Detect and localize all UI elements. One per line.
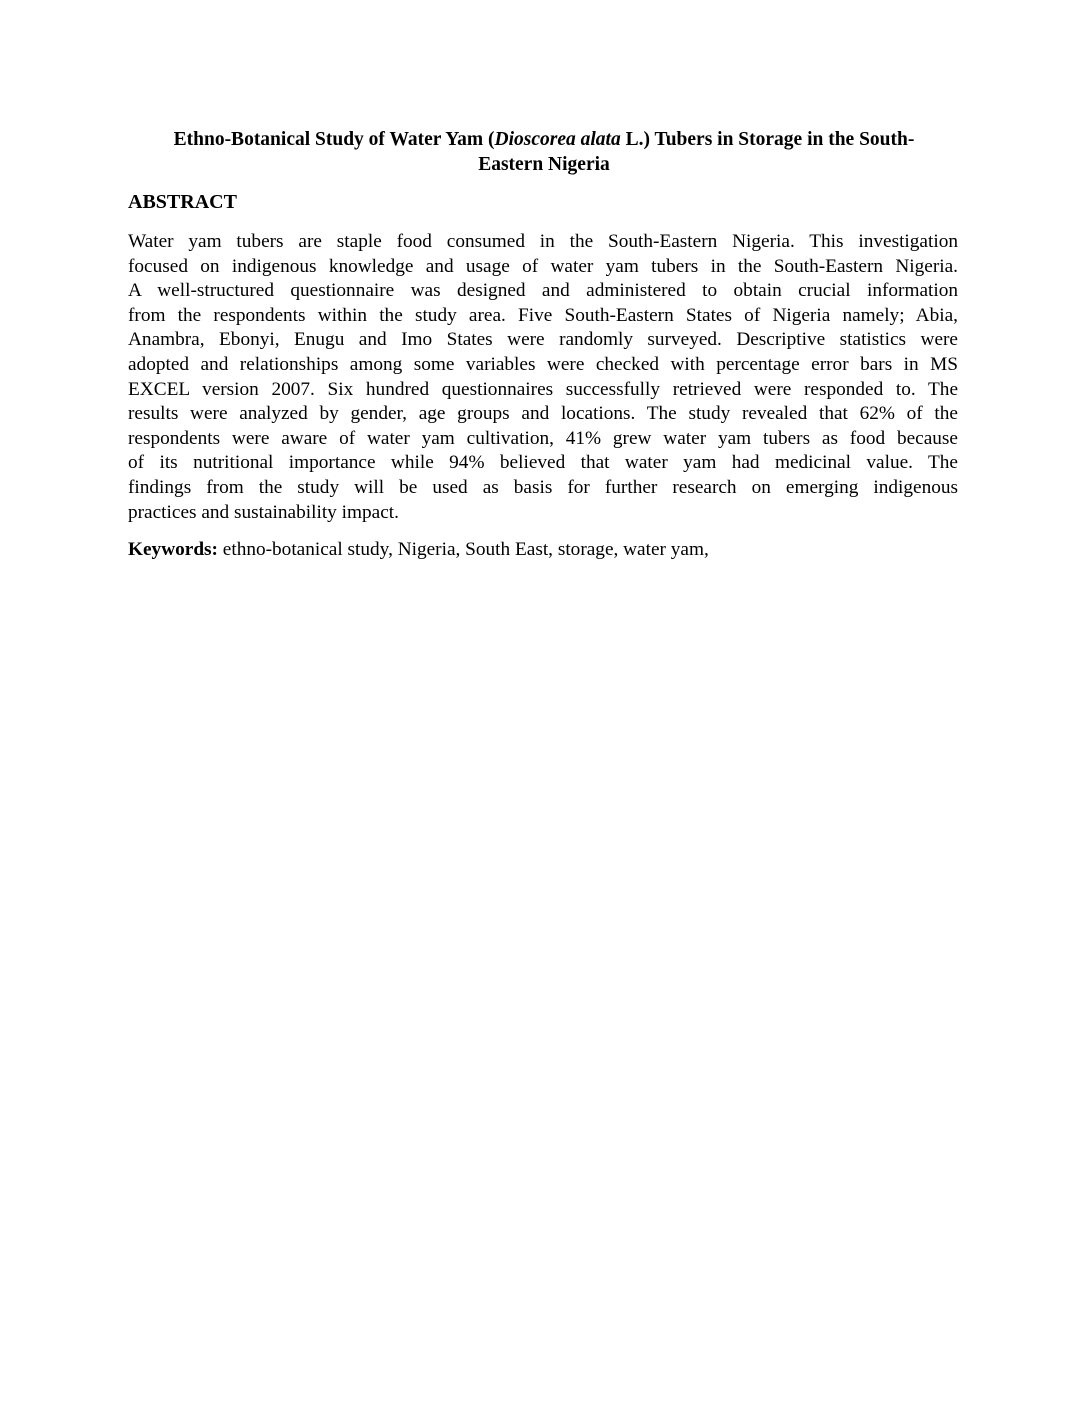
abstract-line: Water yam tubers are staple food consumed in the South-Eastern Nigeria. This investigation: [128, 231, 958, 252]
abstract-line: adopted and relationships among some variables were checked with percentage error bars in MS: [128, 353, 958, 375]
abstract-line: focused on indigenous knowledge and usage of water yam tubers in the South-Eastern Nigeria.: [128, 255, 958, 277]
abstract-line: from the respondents within the study area. Five South-Eastern States of Nigeria namely; Abia,: [128, 304, 958, 326]
paper-title: [120, 128, 968, 177]
abstract-line: respondents were aware of water yam cultivation, 41% grew water yam tubers as food because: [128, 427, 958, 449]
abstract-line: Anambra, Ebonyi, Enugu and Imo States were randomly surveyed. Descriptive statistics were: [128, 329, 958, 351]
keywords-text: ethno-botanical study, Nigeria, South East, storage, water yam,: [217, 539, 709, 560]
abstract-line: results were analyzed by gender, age groups and locations. The study revealed that 62% of the: [128, 403, 958, 425]
abstract-line: A well-structured questionnaire was designed and administered to obtain crucial information: [128, 280, 958, 302]
abstract-body: [128, 230, 958, 525]
title-line-1: Ethno-Botanical Study of Water Yam (Dioscorea alata L.) Tubers in Storage in the South-: [173, 129, 915, 150]
abstract-line: of its nutritional importance while 94% believed that water yam had medicinal value. The: [128, 452, 958, 474]
keywords: [128, 539, 709, 561]
abstract-line: findings from the study will be used as basis for further research on emerging indigenous: [128, 476, 958, 498]
abstract-line: EXCEL version 2007. Six hundred questionnaires successfully retrieved were responded to. The: [128, 378, 958, 400]
abstract-heading: ABSTRACT: [128, 191, 237, 213]
keywords-label: Keywords:: [128, 539, 218, 560]
abstract-line: practices and sustainability impact.: [128, 501, 399, 523]
title-line-2: Eastern Nigeria: [478, 153, 610, 175]
species-name: Dioscorea alata: [494, 129, 621, 150]
